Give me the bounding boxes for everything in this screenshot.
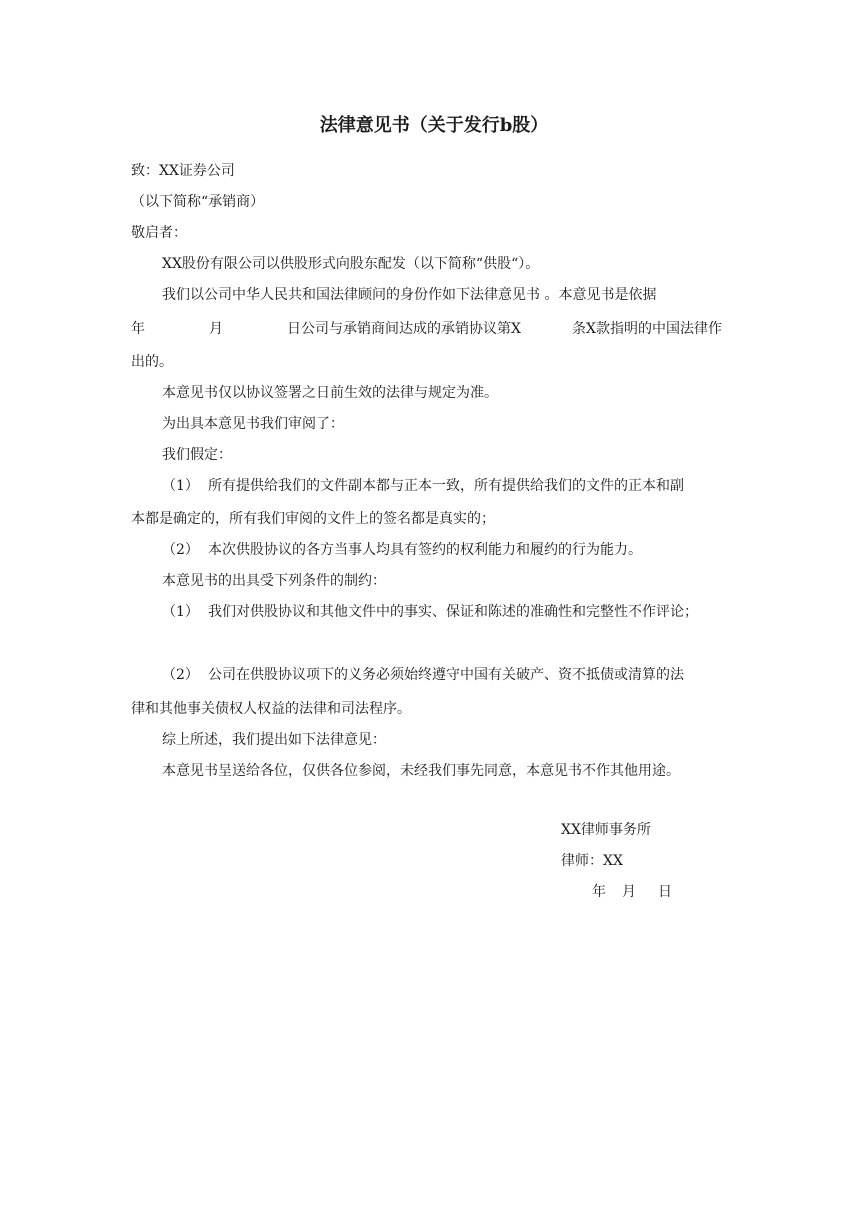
assumption-1: [162, 476, 684, 496]
condition-2-number: （2）: [162, 667, 199, 683]
signature-firm: XX律师事务所: [561, 822, 651, 838]
blank-month-label: 月: [209, 321, 223, 337]
blank-year-label: 年: [131, 321, 145, 337]
condition-2: [162, 665, 684, 685]
assumption-1-continued: 本都是确定的，所有我们审阅的文件上的签名都是真实的；: [131, 511, 495, 527]
paragraph-basis-line2: 日公司与承销商间达成的承销协议第X: [287, 321, 521, 337]
signature-date-year: 年: [592, 884, 606, 900]
assumption-1-number: （1）: [162, 478, 199, 494]
paragraph-reviewed: 为出具本意见书我们审阅了：: [162, 416, 344, 432]
assumption-2-number: （2）: [162, 542, 199, 558]
assumption-2-text: 本次供股协议的各方当事人均具有签约的权利能力和履约的行为能力。: [208, 542, 642, 558]
condition-1-text: 我们对供股协议和其他文件中的事实、保证和陈述的准确性和完整性不作评论；: [208, 604, 698, 620]
addressee: 致：XX证券公司: [131, 163, 235, 179]
signature-date: [592, 882, 672, 902]
signature-date-month: 月: [622, 884, 636, 900]
paragraph-conditions: 本意见书的出具受下列条件的制约：: [162, 573, 386, 589]
condition-1-number: （1）: [162, 604, 199, 620]
paragraph-effective-law: 本意见书仅以协议签署之日前生效的法律与规定为准。: [162, 385, 498, 401]
paragraph-conclusion: 综上所述，我们提出如下法律意见：: [162, 732, 386, 748]
paragraph-basis-line1: 我们以公司中华人民共和国法律顾问的身份作如下法律意见书 。本意见书是依据: [162, 287, 657, 303]
signature-lawyer: 律师：XX: [561, 853, 623, 869]
salutation: 敬启者：: [131, 225, 187, 241]
signature-date-day: 日: [658, 884, 672, 900]
addressee-note: （以下简称“承销商）: [131, 194, 265, 210]
assumption-1-text: 所有提供给我们的文件副本都与正本一致，所有提供给我们的文件的正本和副: [208, 478, 684, 494]
condition-1: [162, 602, 698, 622]
paragraph-intro: XX股份有限公司以供股形式向股东配发（以下简称“供股“）。: [162, 256, 540, 272]
paragraph-basis-line3: 出的。: [131, 354, 173, 370]
condition-2-continued: 律和其他事关债权人权益的法律和司法程序。: [131, 701, 411, 717]
paragraph-assumptions: 我们假定：: [162, 447, 232, 463]
paragraph-basis-clause: 条X款指明的中国法律作: [572, 321, 722, 337]
paragraph-usage: 本意见书呈送给各位，仅供各位参阅，未经我们事先同意，本意见书不作其他用途。: [162, 763, 680, 779]
page-title: 法律意见书（关于发行b股）: [319, 115, 549, 136]
condition-2-text: 公司在供股协议项下的义务必须始终遵守中国有关破产、资不抵债或清算的法: [208, 667, 684, 683]
assumption-2: [162, 540, 642, 560]
